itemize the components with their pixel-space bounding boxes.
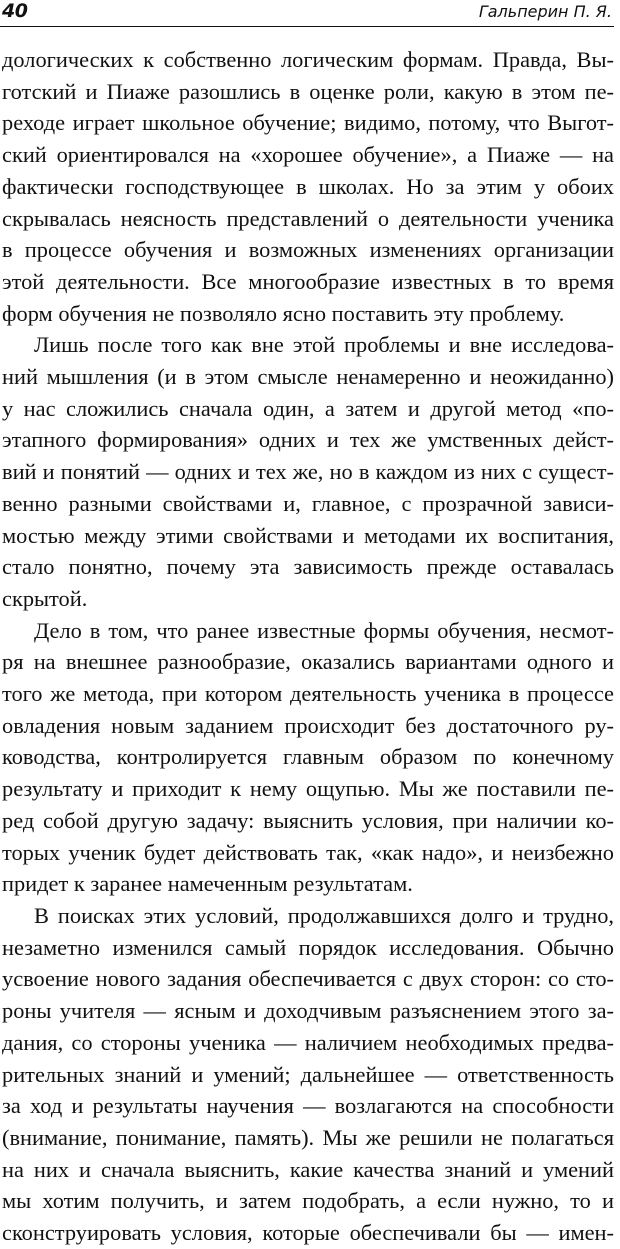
text-line: в процессе обучения и возможных изменениях организации [2,237,614,263]
text-line: фактически господствующее в школах. Но за этим у обоих [2,173,614,199]
text-line: мостью между этими свойствами и методами их воспитания, [2,522,614,548]
running-header [0,0,614,27]
text-line: ря на внешнее разнообразие, оказались вариантами одного и [2,649,614,675]
text-line: ководства, контролируется главным образом по конечному [2,744,614,770]
text-line: придет к заранее намеченным результатам. [2,871,413,897]
text-line: мы хотим получить, и затем подобрать, а если нужно, то и [2,1188,614,1214]
running-header-author: Гальперин П. Я. [478,2,612,21]
text-line: Дело в том, что ранее известные формы обучения, несмот- [34,617,614,643]
text-line: овладения новым заданием происходит без достаточного ру- [2,712,614,738]
text-line: скрывалась неясность представлений о деятельности ученика [2,205,614,231]
text-line: форм обучения не позволяло ясно поставить эту проблему. [2,300,565,326]
text-line: этапного формирования» одних и тех же умственных дейст- [2,427,614,453]
body-text [2,44,614,1249]
text-line: результату и приходит к нему ощупью. Мы же поставили пе- [2,776,614,802]
page-number: 40 [2,0,28,22]
text-line: незаметно изменился самый порядок исследования. Обычно [2,934,614,960]
text-line: ред собой другую задачу: выяснить условия, при наличии ко- [2,807,614,833]
text-line: реходе играет школьное обучение; видимо, потому, что Выгот- [2,110,614,136]
text-line: скрытой. [2,585,88,611]
text-line: этой деятельности. Все многообразие известных в то время [2,268,614,294]
text-line: стало понятно, почему эта зависимость прежде оставалась [2,554,614,580]
text-line: усвоение нового задания обеспечивается с двух сторон: со сто- [2,966,614,992]
text-line: у нас сложились сначала один, а затем и другой метод «по- [2,395,614,421]
text-line: готский и Пиаже разошлись в оценке роли, какую в этом пе- [2,78,614,104]
text-line: дологических к собственно логическим формам. Правда, Вы- [2,47,614,72]
text-line: сконструировать условия, которые обеспечивали бы — имен- [2,1220,614,1246]
text-line: рительных знаний и умений; дальнейшее — ответственность [2,1061,614,1087]
text-line: В поисках этих условий, продолжавшихся долго и трудно, [34,902,614,928]
text-line: за ход и результаты научения — возлагаются на способности [2,1093,614,1119]
text-line: ний мышления (и в этом смысле ненамеренно и неожиданно) [2,364,614,390]
text-line: того же метода, при котором деятельность ученика в процессе [2,681,614,707]
text-line: ский ориентировался на «хорошее обучение», а Пиаже — на [2,142,614,168]
text-line: вий и понятий — одних и тех же, но в каждом из них с сущест- [2,459,614,485]
text-line: дания, со стороны ученика — наличием необходимых предва- [2,1029,614,1055]
text-line: венно разными свойствами и, главное, с прозрачной зависи- [2,490,614,516]
text-line: Лишь после того как вне этой проблемы и вне исследова- [34,332,614,358]
text-line: (внимание, понимание, память). Мы же решили не полагаться [2,1124,614,1150]
text-line: на них и сначала выяснить, какие качества знаний и умений [2,1156,614,1182]
text-line: роны учителя — ясным и доходчивым разъяснением этого за- [2,998,614,1024]
text-line: торых ученик будет действовать так, «как надо», и неизбежно [2,839,614,865]
